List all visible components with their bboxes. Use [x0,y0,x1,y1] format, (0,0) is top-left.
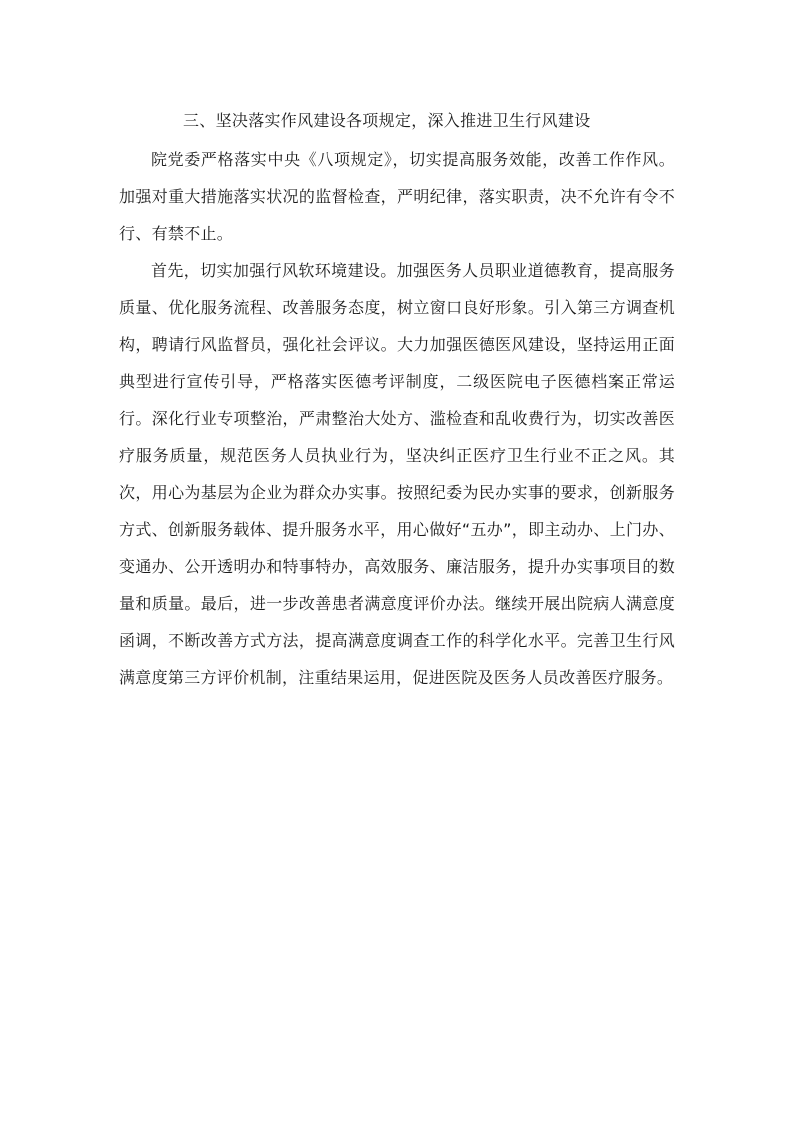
document-body [119,102,675,696]
section-heading: 三、坚决落实作风建设各项规定，深入推进卫生行风建设 [183,111,591,130]
paragraph-1: 院党委严格落实中央《八项规定》，切实提高服务效能，改善工作作风。加强对重大措施落实状况的监督检查，严明纪律，落实职责，决不允许有令不行、有禁不止。 [119,150,675,243]
paragraph-2: 首先，切实加强行风软环境建设。加强医务人员职业道德教育，提高服务质量、优化服务流程、改善服务态度，树立窗口良好形象。引入第三方调查机构，聘请行风监督员，强化社会评议。大力加强医德医风建设，坚持运用正面典型进行宣传引导，严格落实医德考评制度，二级医院电子医德档案正常运行。深化行业专项整治，严肃整治大处方、滥检查和乱收费行为，切实改善医疗服务质量，规范医务人员执业行为，坚决纠正医疗卫生行业不正之风。其次，用心为基层为企业为群众办实事。按照纪委为民办实事的要求，创新服务方式、创新服务载体、提升服务水平，用心做好“五办”，即主动办、上门办、变通办、公开透明办和特事特办，高效服务、廉洁服务，提升办实事项目的数量和质量。最后，进一步改善患者满意度评价办法。继续开展出院病人满意度函调，不断改善方式方法，提高满意度调查工作的科学化水平。完善卫生行风满意度第三方评价机制，注重结果运用，促进医院及医务人员改善医疗服务。 [119,261,675,687]
